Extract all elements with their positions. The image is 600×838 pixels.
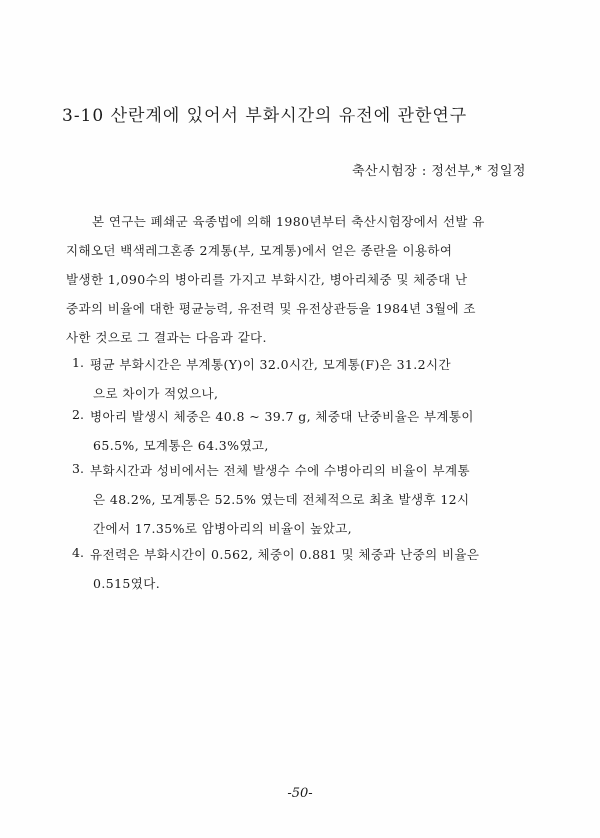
result-number: 2. xyxy=(72,407,84,422)
intro-line: 중과의 비율에 대한 평균능력, 유전력 및 유전상관등을 1984년 3월에 조 xyxy=(66,301,476,316)
report-title: 3-10 산란계에 있어서 부화시간의 유전에 관한연구 xyxy=(62,106,468,126)
result-line: 0.515였다. xyxy=(93,576,161,591)
page-number: -50- xyxy=(287,786,313,801)
result-line: 으로 차이가 적었으나, xyxy=(93,386,219,401)
result-line: 병아리 발생시 체중은 40.8 ~ 39.7 g, 체중대 난중비율은 부계통이 xyxy=(90,409,474,424)
result-number: 4. xyxy=(72,545,84,560)
result-line: 은 48.2%, 모계통은 52.5% 였는데 전체적으로 최초 발생후 12시 xyxy=(93,492,470,507)
result-line: 65.5%, 모계통은 64.3%였고, xyxy=(93,438,269,453)
result-line: 평균 부화시간은 부계통(Y)이 32.0시간, 모계통(F)은 31.2시간 xyxy=(90,357,451,372)
intro-line: 발생한 1,090수의 병아리를 가지고 부화시간, 병아리체중 및 체중대 난 xyxy=(66,272,468,287)
result-number: 3. xyxy=(72,461,84,476)
result-line: 유전력은 부화시간이 0.562, 체중이 0.881 및 체중과 난중의 비율은 xyxy=(90,547,480,562)
intro-line: 사한 것으로 그 결과는 다음과 같다. xyxy=(66,330,267,345)
author-line: 축산시험장 : 정선부,* 정일정 xyxy=(351,164,526,179)
result-number: 1. xyxy=(72,355,84,370)
intro-line: 본 연구는 폐쇄군 육종법에 의해 1980년부터 축산시험장에서 선발 유 xyxy=(92,214,485,229)
result-line: 간에서 17.35%로 암병아리의 비율이 높았고, xyxy=(93,521,353,536)
result-line: 부화시간과 성비에서는 전체 발생수 수에 수병아리의 비율이 부계통 xyxy=(90,463,470,478)
intro-line: 지해오던 백색레그혼종 2계통(부, 모계통)에서 얻은 종란을 이용하여 xyxy=(66,243,453,258)
